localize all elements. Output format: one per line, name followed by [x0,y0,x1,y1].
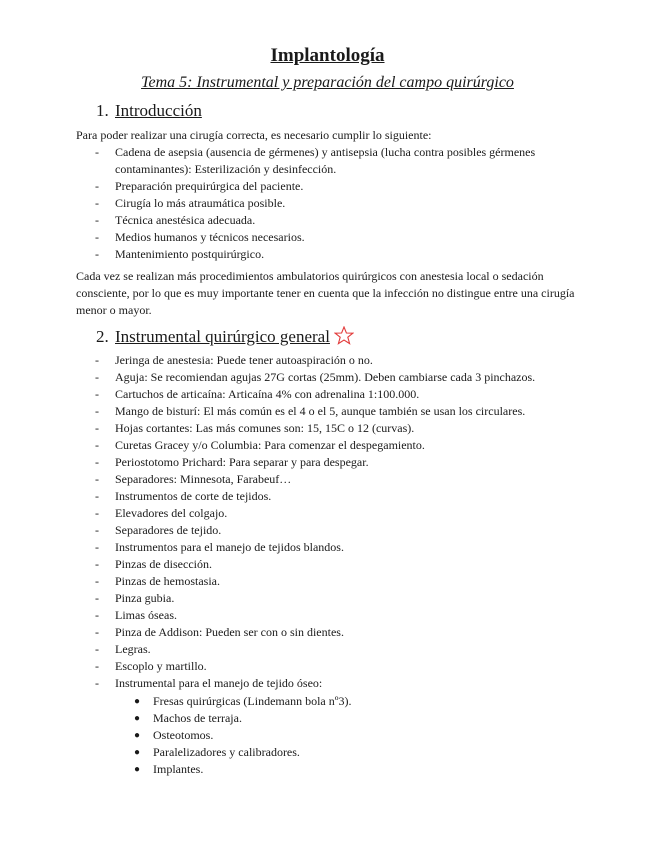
list-marker: - [95,676,99,690]
list-marker: - [95,557,99,571]
list-item [0,178,585,195]
list-item-text: Pinzas de disección. [115,557,212,571]
list-marker: - [95,625,99,639]
list-item [0,641,585,658]
list-marker: - [95,438,99,452]
list-item-text: Pinza gubia. [115,591,175,605]
section-2-sublist [0,693,655,778]
list-item-text: Machos de terraja. [153,711,242,725]
list-item [0,403,585,420]
list-item-text: Separadores de tejido. [115,523,222,537]
list-item-text: Jeringa de anestesia: Puede tener autoaspiración o no. [115,353,373,367]
list-marker: - [95,404,99,418]
list-item-text: Mango de bisturí: El más común es el 4 o el 5, aunque también se usan los circulares. [115,404,526,418]
list-item [0,488,585,505]
list-item [0,229,585,246]
document-title: Implantología [270,45,385,66]
section-1-heading [96,100,202,122]
list-item-text: Instrumentos para el manejo de tejidos blandos. [115,540,344,554]
list-item-text: Legras. [115,642,151,656]
list-marker: - [95,591,99,605]
list-item [0,386,585,403]
list-item-text: Cadena de asepsia (ausencia de gérmenes) y antisepsia (lucha contra posibles gérmenes contaminantes): Esterilización y desinfección. [115,145,536,176]
list-marker: - [95,421,99,435]
list-marker: - [95,247,99,261]
list-item-text: Curetas Gracey y/o Columbia: Para comenzar el despegamiento. [115,438,425,452]
document-subtitle: Tema 5: Instrumental y preparación del campo quirúrgico [141,74,514,91]
section-1-closing: Cada vez se realizan más procedimientos ambulatorios quirúrgicos con anestesia local o sedación consciente, por lo que es muy importante tener en cuenta que la infección no distingue entre una cirugía menor o mayor. [76,269,575,317]
list-item [0,195,585,212]
list-marker: - [95,659,99,673]
list-item [0,624,585,641]
list-marker: - [95,472,99,486]
list-item [0,454,585,471]
sub-list-item [0,693,655,710]
list-item [0,590,585,607]
list-item-text: Instrumental para el manejo de tejido óseo: [115,676,323,690]
list-marker: ● [134,747,141,758]
list-item-text: Limas óseas. [115,608,177,622]
list-marker: - [95,370,99,384]
list-item-text: Pinzas de hemostasia. [115,574,220,588]
list-item [0,539,585,556]
list-item-text: Elevadores del colgajo. [115,506,228,520]
list-item [0,556,585,573]
list-item [0,144,585,178]
list-item-text: Instrumentos de corte de tejidos. [115,489,272,503]
list-marker: - [95,642,99,656]
list-marker: - [95,455,99,469]
list-item-text: Escoplo y martillo. [115,659,207,673]
list-item-text: Pinza de Addison: Pueden ser con o sin dientes. [115,625,344,639]
list-marker: - [95,179,99,193]
list-marker: - [95,353,99,367]
list-marker: - [95,387,99,401]
list-item-text: Cirugía lo más atraumática posible. [115,196,286,210]
list-marker: - [95,523,99,537]
section-1-number: 1. [96,101,109,120]
list-item-text: Mantenimiento postquirúrgico. [115,247,265,261]
list-item [0,573,585,590]
sub-list-item [0,761,655,778]
sub-list-item [0,710,655,727]
list-item [0,658,585,675]
list-marker: ● [134,713,141,724]
star-outline-icon [334,326,354,351]
sub-list-item [0,727,655,744]
section-1-title: Introducción [115,101,202,120]
list-item [0,437,585,454]
list-item [0,369,585,386]
list-item [0,352,585,369]
list-item-text: Implantes. [153,762,204,776]
list-item-text: Cartuchos de articaína: Articaína 4% con adrenalina 1:100.000. [115,387,420,401]
list-marker: ● [134,730,141,741]
list-item [0,607,585,624]
section-2-list [0,352,655,692]
section-2-heading [96,326,354,351]
list-marker: - [95,230,99,244]
list-item-text: Periostotomo Prichard: Para separar y para despegar. [115,455,369,469]
list-marker: - [95,506,99,520]
list-item-text: Preparación prequirúrgica del paciente. [115,179,304,193]
section-2-number: 2. [96,327,109,346]
list-marker: - [95,540,99,554]
sub-list-item [0,744,655,761]
list-item [0,471,585,488]
list-item [0,246,585,263]
list-item-text: Fresas quirúrgicas (Lindemann bola nº3). [153,694,352,708]
list-item-text: Medios humanos y técnicos necesarios. [115,230,305,244]
list-marker: ● [134,764,141,775]
list-item-text: Separadores: Minnesota, Farabeuf… [115,472,292,486]
list-item-text: Hojas cortantes: Las más comunes son: 15, 15C o 12 (curvas). [115,421,415,435]
list-marker: ● [134,696,141,707]
list-item-text: Paralelizadores y calibradores. [153,745,300,759]
list-marker: - [95,489,99,503]
list-item [0,212,585,229]
list-item [0,522,585,539]
list-item [0,675,585,692]
list-marker: - [95,145,99,159]
list-item [0,505,585,522]
list-marker: - [95,196,99,210]
list-item-text: Osteotomos. [153,728,214,742]
list-marker: - [95,608,99,622]
list-item [0,420,585,437]
section-2-title: Instrumental quirúrgico general [115,327,330,346]
list-marker: - [95,574,99,588]
list-marker: - [95,213,99,227]
list-item-text: Técnica anestésica adecuada. [115,213,256,227]
list-item-text: Aguja: Se recomiendan agujas 27G cortas (25mm). Deben cambiarse cada 3 pinchazos. [115,370,536,384]
section-1-intro: Para poder realizar una cirugía correcta, es necesario cumplir lo siguiente: [76,128,432,142]
section-1-list [0,144,655,263]
